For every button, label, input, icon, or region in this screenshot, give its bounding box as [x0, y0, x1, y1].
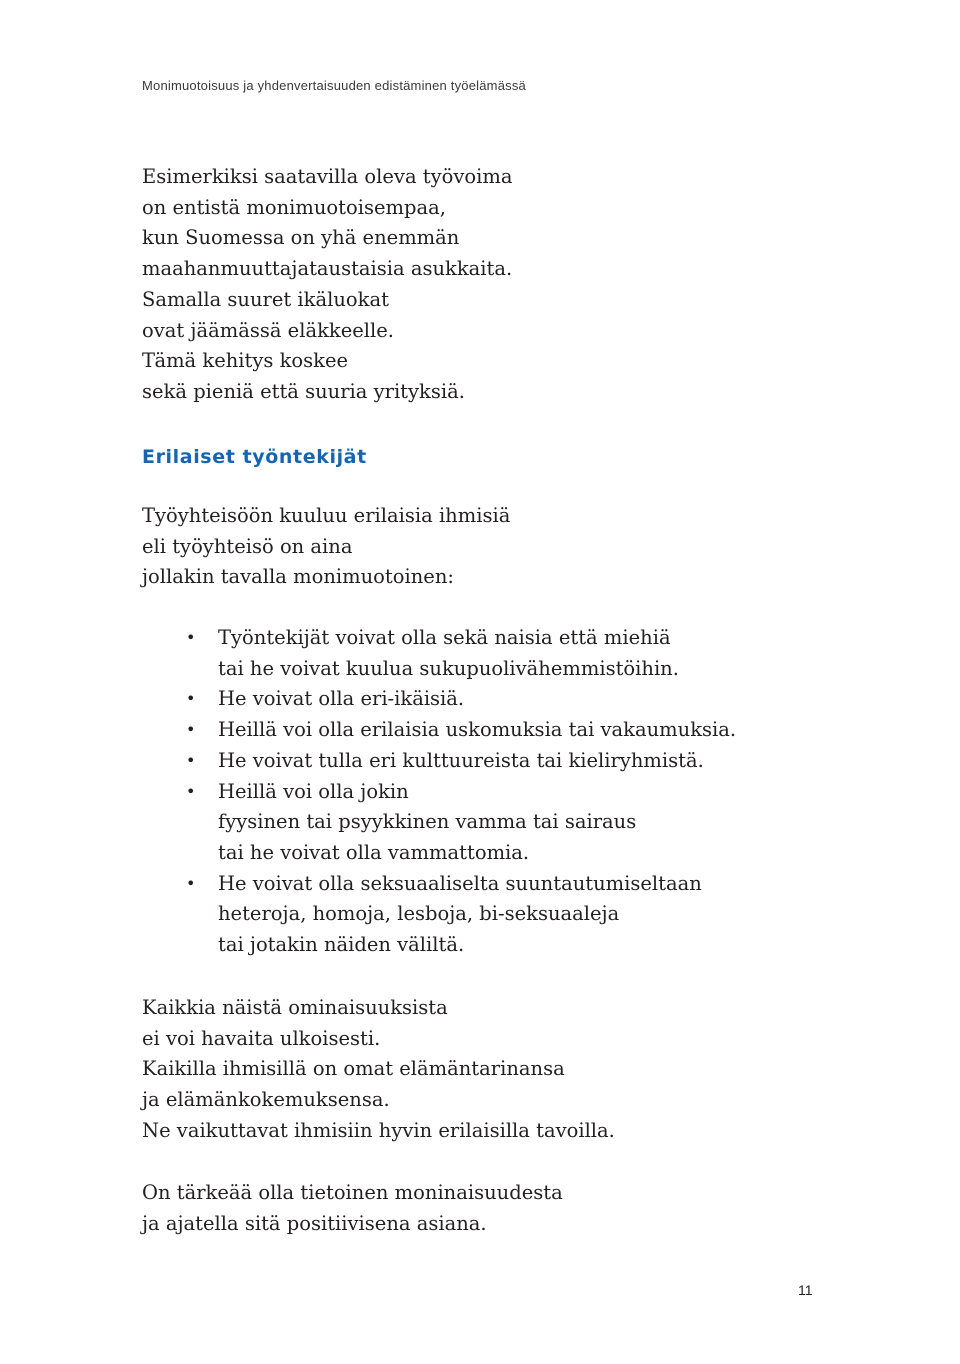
intro-line: Tämä kehitys koskee	[142, 349, 349, 373]
bullet-line: Heillä voi olla erilaisia uskomuksia tai vakaumuksia.	[218, 718, 737, 742]
bullet-line: tai he voivat olla vammattomia.	[218, 840, 530, 864]
intro-line: Esimerkiksi saatavilla oleva työvoima	[142, 165, 513, 188]
list-item	[142, 684, 736, 715]
list-item	[142, 777, 736, 869]
list-item	[142, 715, 736, 746]
bullet-line: tai he voivat kuulua sukupuolivähemmistöihin.	[218, 656, 679, 680]
running-header: Monimuotoisuus ja yhdenvertaisuuden edistäminen työelämässä	[142, 78, 526, 93]
lead-line: jollakin tavalla monimuotoinen:	[142, 565, 454, 589]
closing-line: ja elämänkokemuksensa.	[142, 1088, 390, 1112]
intro-line: kun Suomessa on yhä enemmän	[142, 226, 460, 250]
bullet-line: Heillä voi olla jokin	[218, 779, 409, 803]
list-item	[142, 869, 736, 961]
closing-paragraph	[142, 993, 615, 1147]
closing-line: Kaikilla ihmisillä on omat elämäntarinansa	[142, 1057, 565, 1081]
bullet-line: tai jotakin näiden väliltä.	[218, 933, 465, 957]
closing-line: ei voi havaita ulkoisesti.	[142, 1026, 381, 1050]
bullet-marker: •	[186, 628, 196, 647]
bullet-marker: •	[186, 689, 196, 709]
final-line: On tärkeää olla tietoinen moninaisuudesta	[142, 1181, 563, 1204]
bullet-line: heteroja, homoja, lesboja, bi-seksuaaleja	[218, 902, 620, 926]
lead-line: Työyhteisöön kuuluu erilaisia ihmisiä	[142, 504, 511, 527]
intro-paragraph	[142, 162, 512, 408]
bullet-line: He voivat olla seksuaaliselta suuntautumiseltaan	[218, 871, 702, 895]
lead-paragraph	[142, 501, 510, 593]
list-item	[142, 746, 736, 777]
bullet-marker: •	[186, 750, 196, 770]
final-line: ja ajatella sitä positiivisena asiana.	[142, 1211, 487, 1235]
lead-line: eli työyhteisö on aina	[142, 534, 353, 558]
intro-line: sekä pieniä että suuria yrityksiä.	[142, 379, 465, 403]
closing-line: Kaikkia näistä ominaisuuksista	[142, 996, 448, 1019]
intro-line: ovat jäämässä eläkkeelle.	[142, 318, 394, 342]
bullet-list	[142, 623, 736, 961]
bullet-marker: •	[186, 720, 196, 740]
bullet-line: fyysinen tai psyykkinen vamma tai sairaus	[218, 810, 637, 834]
final-paragraph	[142, 1178, 563, 1239]
bullet-marker: •	[186, 781, 196, 801]
bullet-line: He voivat olla eri-ikäisiä.	[218, 687, 465, 711]
intro-line: maahanmuuttajataustaisia asukkaita.	[142, 257, 513, 281]
closing-line: Ne vaikuttavat ihmisiin hyvin erilaisilla tavoilla.	[142, 1118, 615, 1142]
bullet-line: Työntekijät voivat olla sekä naisia että miehiä	[218, 626, 671, 649]
section-heading: Erilaiset työntekijät	[142, 446, 367, 468]
page-number: 11	[798, 1282, 813, 1298]
intro-line: on entistä monimuotoisempaa,	[142, 195, 446, 219]
list-item	[142, 623, 736, 684]
bullet-line: He voivat tulla eri kulttuureista tai kieliryhmistä.	[218, 748, 704, 772]
bullet-marker: •	[186, 873, 196, 893]
intro-line: Samalla suuret ikäluokat	[142, 287, 389, 311]
